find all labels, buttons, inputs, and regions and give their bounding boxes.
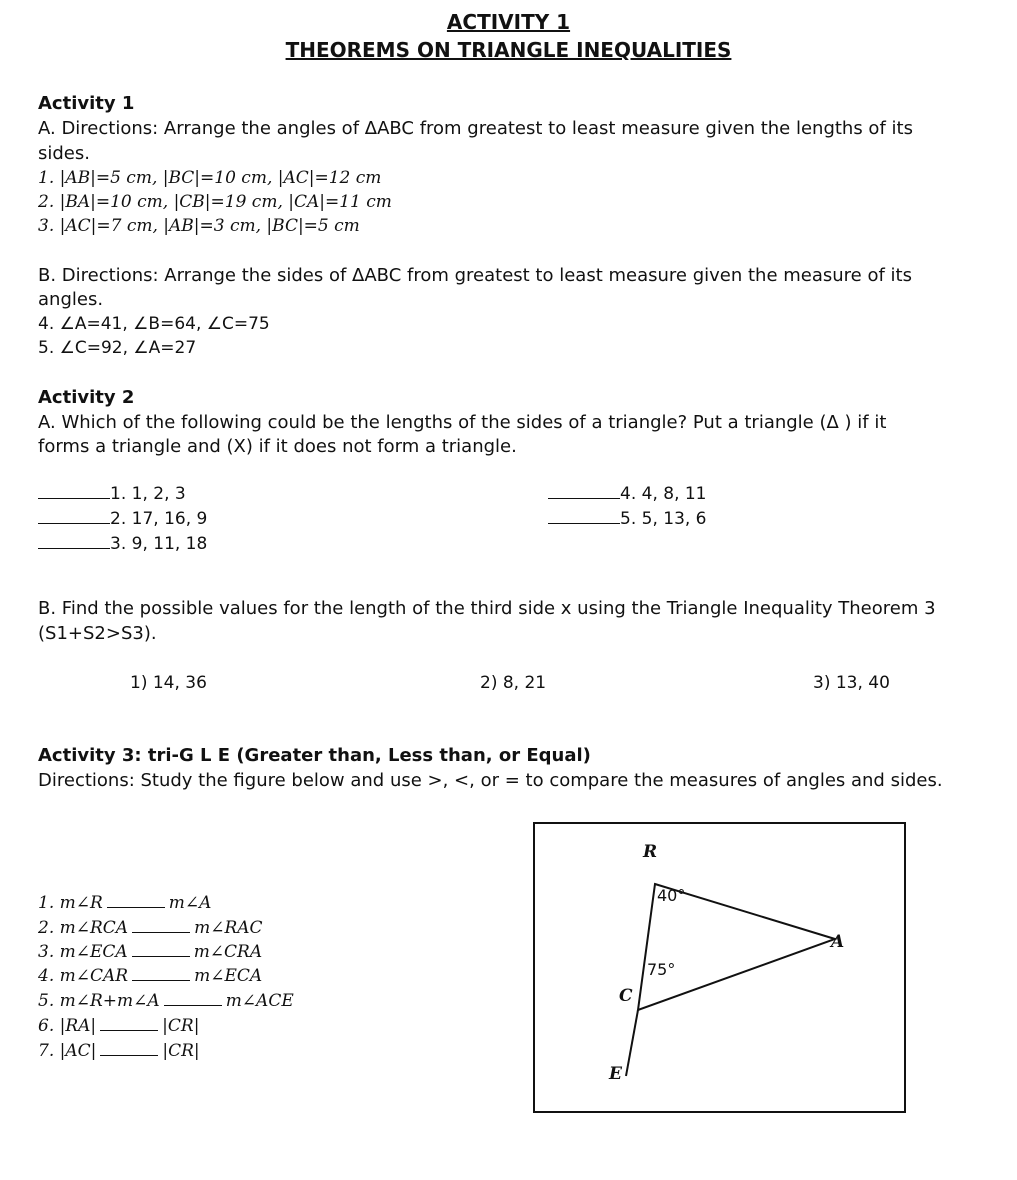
worksheet-title: THEOREMS ON TRIANGLE INEQUALITIES xyxy=(285,38,732,62)
activity2-partB-directions-cont: (S1+S2>S3). xyxy=(38,623,157,644)
activity1-item-4: 4. ∠A=41, ∠B=64, ∠C=75 xyxy=(38,314,270,334)
answer-blank[interactable] xyxy=(548,509,620,524)
activity1-partA-directions: A. Directions: Arrange the angles of ΔABC from greatest to least measure given the lengths of its xyxy=(38,118,913,139)
activity1-item-3: 3. |AC|=7 cm, |AB|=3 cm, |BC|=5 cm xyxy=(38,216,360,236)
activity2-left-item-2: 2. 17, 16, 9 xyxy=(38,509,207,529)
vertex-label-r: R xyxy=(643,842,658,862)
activity3-item-2: 2. m∠RCA m∠RAC xyxy=(38,918,263,938)
answer-blank[interactable] xyxy=(164,991,222,1006)
activity1-item-1: 1. |AB|=5 cm, |BC|=10 cm, |AC|=12 cm xyxy=(38,168,382,188)
activity2-pair-3: 3) 13, 40 xyxy=(813,673,890,693)
answer-blank[interactable] xyxy=(100,1016,158,1031)
activity1-heading: Activity 1 xyxy=(38,93,135,114)
activity2-partA-directions: A. Which of the following could be the lengths of the sides of a triangle? Put a triangle (Δ ) if it xyxy=(38,412,887,433)
answer-blank[interactable] xyxy=(38,534,110,549)
vertex-label-c: C xyxy=(619,986,633,1006)
activity2-right-item-4: 4. 4, 8, 11 xyxy=(548,484,707,504)
answer-blank[interactable] xyxy=(38,484,110,499)
triangle-diagram xyxy=(535,824,904,1111)
answer-blank[interactable] xyxy=(38,509,110,524)
angle-label-c: 75° xyxy=(647,960,676,979)
activity2-pair-2: 2) 8, 21 xyxy=(480,673,547,693)
activity2-left-item-3: 3. 9, 11, 18 xyxy=(38,534,207,554)
activity3-item-6: 6. |RA| |CR| xyxy=(38,1016,200,1036)
activity1-item-5: 5. ∠C=92, ∠A=27 xyxy=(38,338,197,358)
answer-blank[interactable] xyxy=(548,484,620,499)
activity2-right-item-5: 5. 5, 13, 6 xyxy=(548,509,707,529)
activity1-partB-directions: B. Directions: Arrange the sides of ΔABC from greatest to least measure given the measure of its xyxy=(38,265,912,286)
answer-blank[interactable] xyxy=(132,966,190,981)
activity3-item-5: 5. m∠R+m∠A m∠ACE xyxy=(38,991,294,1011)
vertex-label-a: A xyxy=(831,932,845,952)
extension-line-ce xyxy=(626,1010,638,1076)
angle-label-r: 40° xyxy=(657,886,686,905)
answer-blank[interactable] xyxy=(107,893,165,908)
activity1-partA-directions-cont: sides. xyxy=(38,143,90,164)
activity3-item-1: 1. m∠R m∠A xyxy=(38,893,212,913)
answer-blank[interactable] xyxy=(132,918,190,933)
activity-title: ACTIVITY 1 xyxy=(446,10,571,34)
answer-blank[interactable] xyxy=(132,942,190,957)
activity3-directions: Directions: Study the figure below and use >, <, or = to compare the measures of angles and sides. xyxy=(38,770,943,791)
activity3-item-4: 4. m∠CAR m∠ECA xyxy=(38,966,263,986)
activity2-partB-directions: B. Find the possible values for the length of the third side x using the Triangle Inequality Theorem 3 xyxy=(38,598,936,619)
answer-blank[interactable] xyxy=(100,1041,158,1056)
activity1-item-2: 2. |BA|=10 cm, |CB|=19 cm, |CA|=11 cm xyxy=(38,192,392,212)
activity3-item-7: 7. |AC| |CR| xyxy=(38,1041,200,1061)
triangle-figure xyxy=(533,822,906,1113)
activity2-heading: Activity 2 xyxy=(38,387,135,408)
activity3-item-3: 3. m∠ECA m∠CRA xyxy=(38,942,263,962)
activity1-partB-directions-cont: angles. xyxy=(38,289,104,310)
activity3-heading: Activity 3: tri-G L E (Greater than, Less than, or Equal) xyxy=(38,745,591,766)
activity2-partA-directions-cont: forms a triangle and (X) if it does not form a triangle. xyxy=(38,436,517,457)
vertex-label-e: E xyxy=(609,1064,622,1084)
activity2-pair-1: 1) 14, 36 xyxy=(130,673,207,693)
activity2-left-item-1: 1. 1, 2, 3 xyxy=(38,484,186,504)
